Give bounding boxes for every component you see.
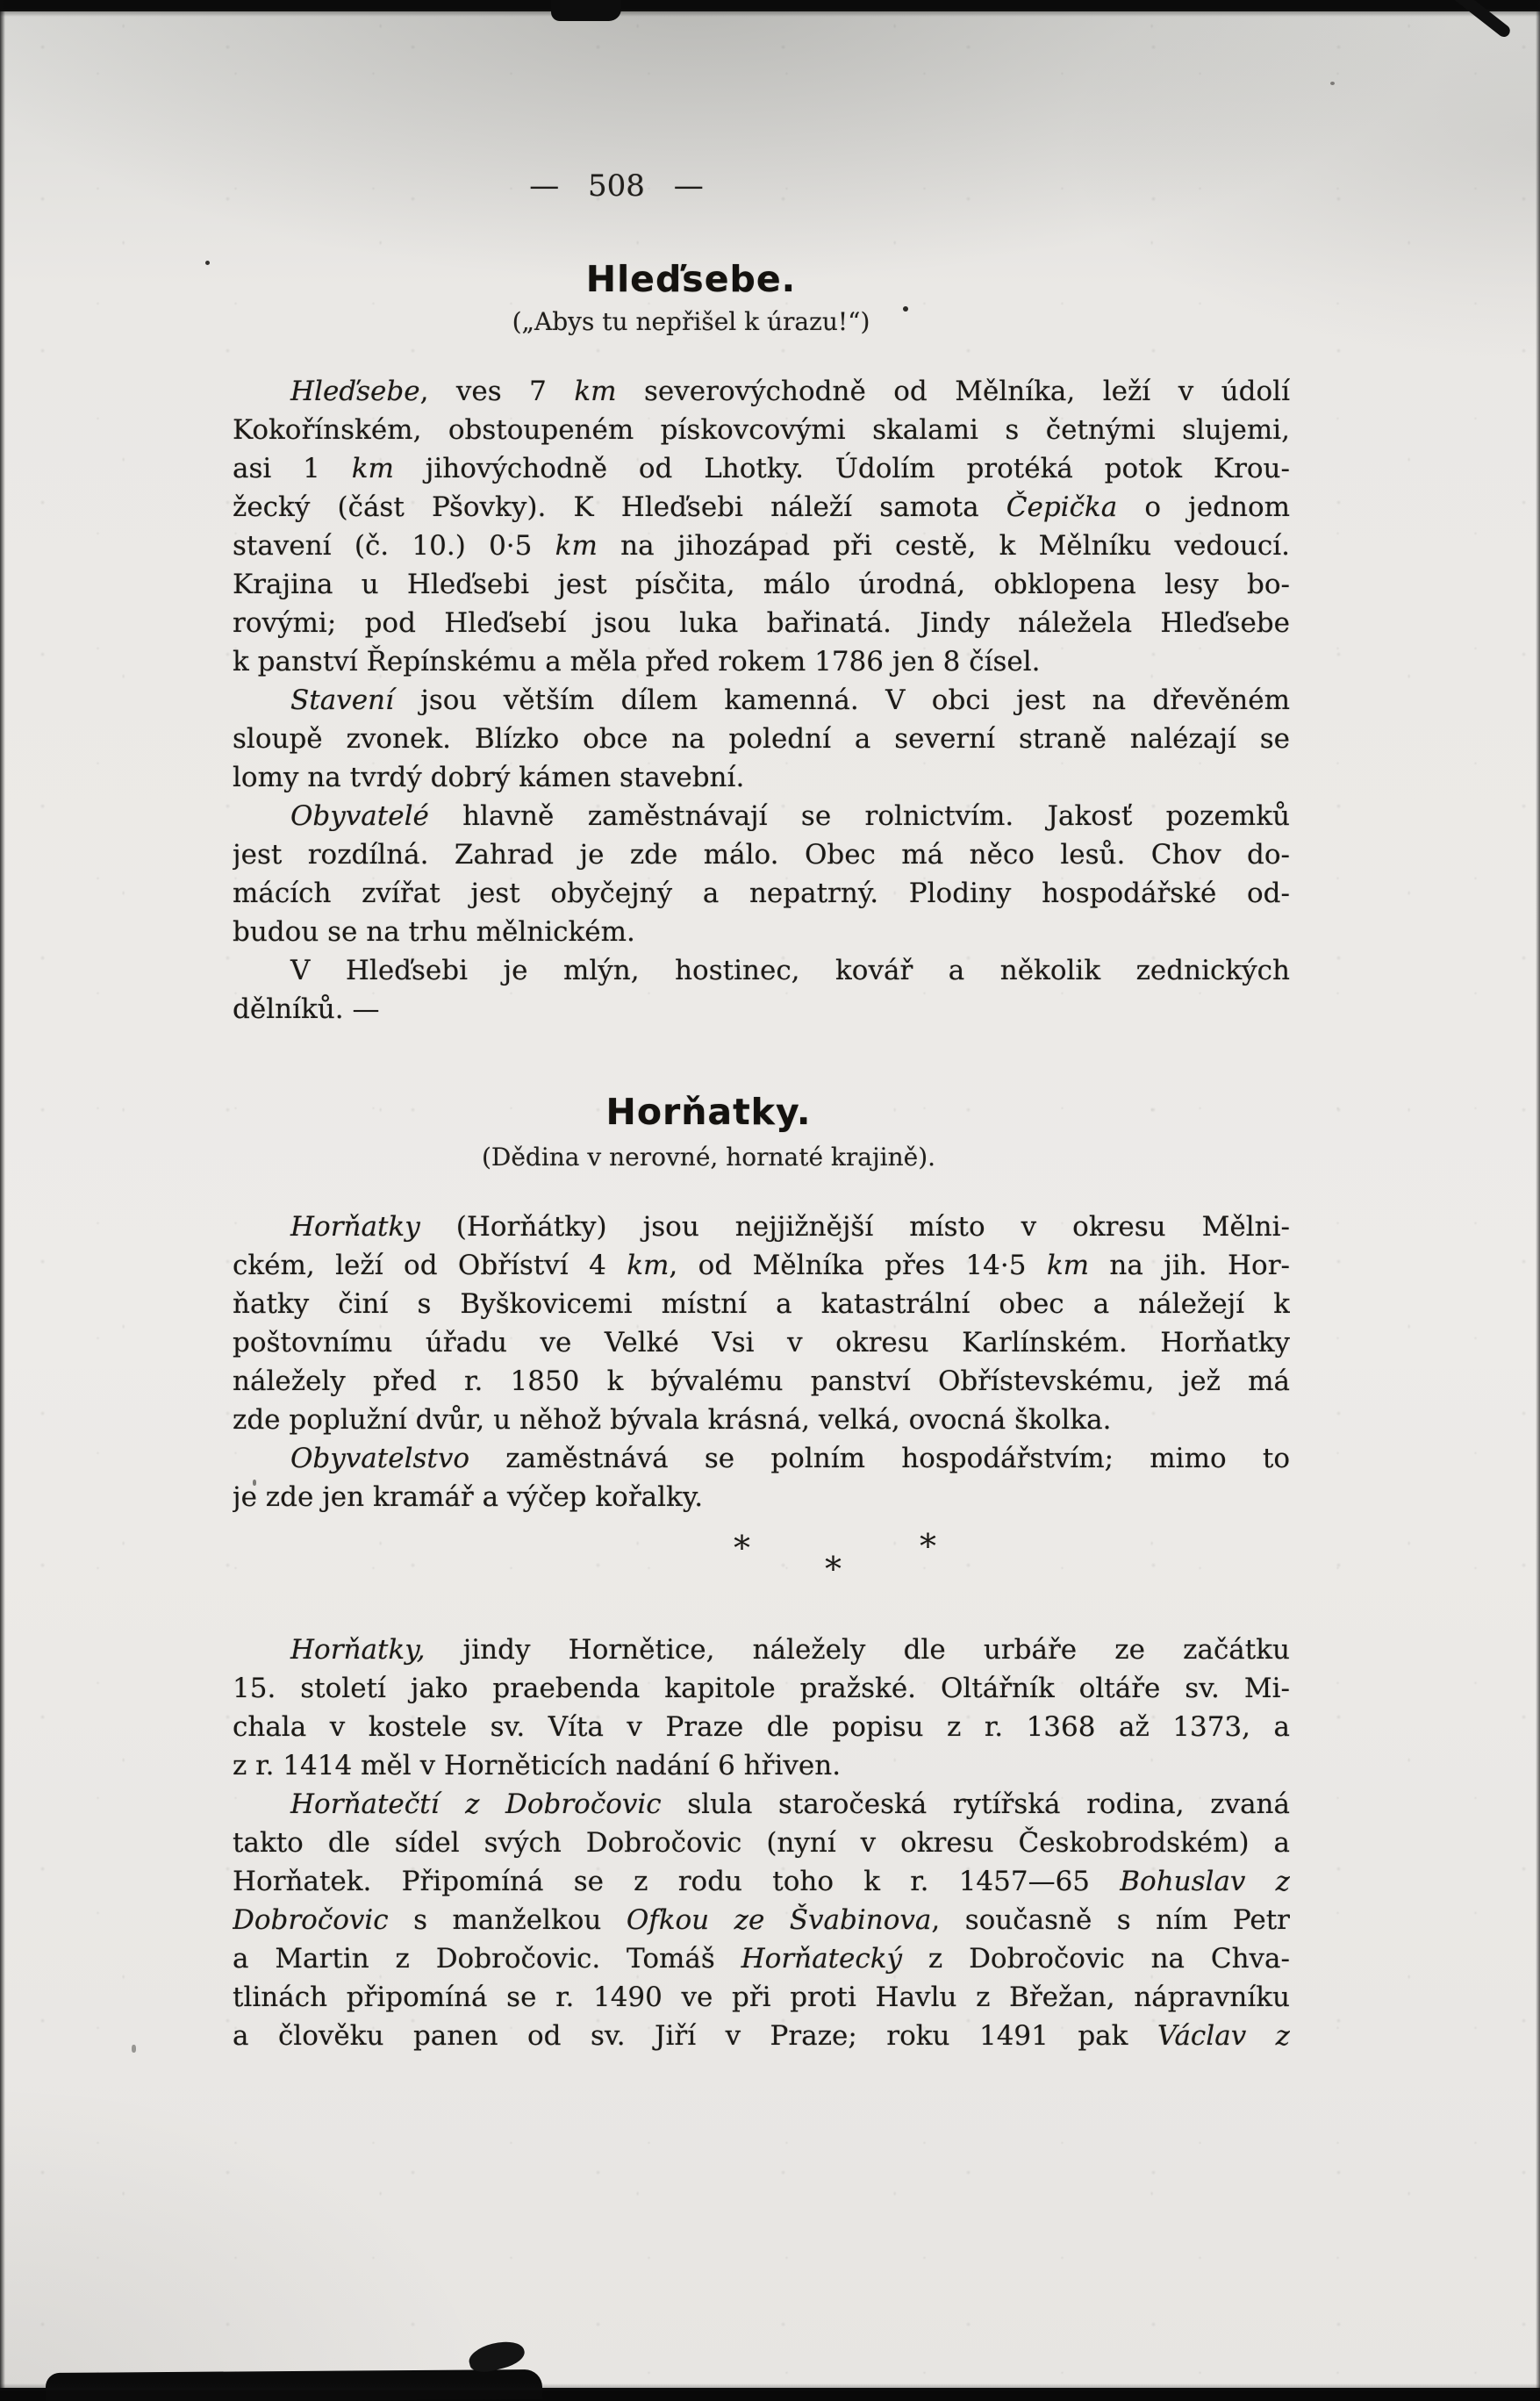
text-segment: k panství Řepínskému a měla před rokem 1786 jen 8 čísel. [233, 646, 1041, 677]
text-segment-italic: km [555, 530, 598, 562]
section-heading-hornatky: Horňatky. [605, 1091, 812, 1133]
text-segment: chala v kostele sv. Víta v Praze dle popisu z r. 1368 až 1373, a [233, 1711, 1290, 1743]
section-text-hornatky-history [233, 1631, 1290, 2055]
text-segment: , současně s ním Petr [931, 1904, 1290, 1936]
text-line [233, 642, 1290, 681]
text-line [233, 565, 1290, 604]
text-segment: slula staročeská rytířská rodina, zvaná [661, 1788, 1290, 1820]
text-line [233, 1746, 1290, 1785]
text-segment: a Martin z Dobročovic. Tomáš [233, 1943, 741, 1975]
text-segment: jest rozdílná. Zahrad je zde málo. Obec má něco lesů. Chov do- [233, 839, 1290, 871]
text-segment-italic: km [574, 376, 617, 407]
text-line [233, 1978, 1290, 2017]
text-segment: severovýchodně od Mělníka, leží v údolí [616, 376, 1290, 407]
text-segment-italic: Horňatecký [741, 1943, 903, 1975]
scan-edge-left [0, 0, 5, 2401]
text-line [233, 758, 1290, 797]
text-segment: dělníků. — [233, 993, 380, 1025]
text-segment: s manželkou [388, 1904, 627, 1936]
scan-edge-top-shadow [0, 10, 1540, 17]
text-segment-italic: Bohuslav z [1120, 1866, 1290, 1897]
text-line [233, 604, 1290, 642]
text-segment: o jednom [1117, 491, 1290, 523]
text-line [233, 1824, 1290, 1862]
text-segment: na jih. Hor- [1089, 1250, 1290, 1281]
text-segment: tlinách připomíná se r. 1490 ve při proti Havlu z Břežan, nápravníku [233, 1982, 1290, 2013]
text-segment: 15. století jako praebenda kapitole pražské. Oltářník oltáře sv. Mi- [233, 1673, 1290, 1704]
text-segment-italic: Hleďsebe [290, 376, 420, 407]
text-segment: je zde jen kramář a výčep kořalky. [233, 1481, 704, 1513]
scan-edge-right [1536, 0, 1540, 2401]
text-segment: ňatky činí s Byškovicemi místní a katastrální obec a náležejí k [233, 1288, 1290, 1320]
text-segment: V Hleďsebi je mlýn, hostinec, kovář a několik zednických [290, 955, 1290, 986]
text-segment: ckém, leží od Obříství 4 [233, 1250, 627, 1281]
text-line [233, 527, 1290, 565]
text-segment: sloupě zvonek. Blízko obce na polední a severní straně nalézají se [233, 723, 1290, 755]
text-line [233, 1862, 1290, 1901]
text-line [233, 1362, 1290, 1401]
text-line [233, 1401, 1290, 1439]
text-segment: takto dle sídel svých Dobročovic (nyní v okresu Českobrodském) a [233, 1827, 1290, 1859]
text-segment: , od Mělníka přes 14·5 [669, 1250, 1047, 1281]
text-line [233, 449, 1290, 488]
text-segment: rovými; pod Hleďsebí jsou luka bařinatá. Jindy náležela Hleďsebe [233, 607, 1290, 639]
text-segment-italic: Horňatky, [290, 1634, 426, 1666]
text-line [233, 913, 1290, 951]
page-number: — 508 — [529, 168, 704, 204]
text-segment: poštovnímu úřadu ve Velké Vsi v okresu Karlínském. Horňatky [233, 1327, 1290, 1358]
text-segment: náležely před r. 1850 k bývalému panství Obřístevskému, jež má [233, 1365, 1290, 1397]
text-segment: , ves 7 [419, 376, 575, 407]
text-line [233, 951, 1290, 990]
text-segment-italic: Dobročovic [233, 1904, 389, 1936]
text-segment: asi 1 [233, 453, 352, 484]
text-segment-italic: Ofkou ze Švabinova [626, 1904, 932, 1936]
text-line [233, 1939, 1290, 1978]
text-segment-italic: km [627, 1250, 670, 1281]
text-line [233, 874, 1290, 913]
divider-asterisk: * [825, 1550, 842, 1588]
text-line [233, 835, 1290, 874]
text-segment: lomy na tvrdý dobrý kámen stavební. [233, 762, 745, 793]
text-segment: mácích zvířat jest obyčejný a nepatrný. Plodiny hospodářské od- [233, 878, 1290, 909]
text-line [233, 1439, 1290, 1478]
text-segment: žecký (část Pšovky). K Hleďsebi náleží samota [233, 491, 1006, 523]
text-line [233, 1285, 1290, 1323]
divider-asterisk: * [920, 1527, 936, 1566]
text-segment-italic: km [351, 453, 394, 484]
text-line [233, 2017, 1290, 2055]
text-line [233, 1901, 1290, 1939]
text-line [233, 1208, 1290, 1246]
text-segment-italic: km [1046, 1250, 1090, 1281]
text-line [233, 681, 1290, 720]
text-line [233, 1631, 1290, 1669]
text-line [233, 411, 1290, 449]
section-heading-hledsebe: Hleďsebe. [585, 258, 797, 300]
scan-edge-bottom-shadow [0, 2383, 1540, 2390]
text-segment: (Horňátky) jsou nejjižnější místo v okresu Mělni- [419, 1211, 1290, 1243]
section-text-hledsebe [233, 372, 1290, 1028]
text-segment: a člověku panen od sv. Jiří v Praze; roku 1491 pak [233, 2020, 1157, 2052]
text-line [233, 990, 1290, 1028]
text-line [233, 1246, 1290, 1285]
text-segment: na jihozápad při cestě, k Mělníku vedoucí. [597, 530, 1290, 562]
text-segment: hlavně zaměstnávají se rolnictvím. Jakosť pozemků [428, 800, 1290, 832]
section-subtitle-hornatky: (Dědina v nerovné, hornaté krajině). [481, 1143, 936, 1172]
text-segment-italic: Stavení [290, 684, 394, 716]
text-segment-italic: Václav z [1157, 2020, 1290, 2052]
paper-speck [132, 2045, 136, 2053]
text-segment: stavení (č. 10.) 0·5 [233, 530, 555, 562]
text-segment-italic: Horňatky [290, 1211, 420, 1243]
paper-speck [1330, 82, 1335, 85]
text-line [233, 488, 1290, 527]
text-segment: budou se na trhu mělnickém. [233, 916, 635, 948]
text-line [233, 1785, 1290, 1824]
text-line [233, 797, 1290, 835]
text-segment-italic: Horňatečtí z Dobročovic [290, 1788, 662, 1820]
text-segment: z r. 1414 měl v Horněticích nadání 6 hřiven. [233, 1750, 842, 1781]
text-segment: jsou větším dílem kamenná. V obci jest na dřevěném [393, 684, 1290, 716]
divider-asterisk: * [734, 1529, 750, 1567]
text-line [233, 1669, 1290, 1708]
text-segment: Kokořínském, obstoupeném pískovcovými skalami s četnými slujemi, [233, 414, 1290, 446]
text-segment-italic: Čepička [1006, 491, 1118, 523]
text-line [233, 1323, 1290, 1362]
text-line [233, 1708, 1290, 1746]
section-text-hornatky [233, 1208, 1290, 1516]
scan-edge-top-notch [551, 0, 621, 21]
text-line [233, 1478, 1290, 1516]
text-segment-italic: Obyvatelé [290, 800, 429, 832]
text-segment: zde poplužní dvůr, u něhož bývala krásná, velká, ovocná školka. [233, 1404, 1112, 1436]
text-line [233, 372, 1290, 411]
text-line [233, 720, 1290, 758]
text-segment: Krajina u Hleďsebi jest písčita, málo úrodná, obklopena lesy bo- [233, 569, 1290, 600]
section-subtitle-hledsebe: („Abys tu nepřišel k úrazu!“) [512, 307, 870, 336]
text-segment: jindy Hornětice, náležely dle urbáře ze začátku [425, 1634, 1290, 1666]
text-segment: zaměstnává se polním hospodářstvím; mimo to [469, 1443, 1290, 1474]
text-segment: z Dobročovic na Chva- [902, 1943, 1290, 1975]
text-segment: jihovýchodně od Lhotky. Údolím protéká potok Krou- [393, 453, 1290, 484]
text-segment-italic: Obyvatelstvo [290, 1443, 470, 1474]
text-segment: Horňatek. Připomíná se z rodu toho k r. 1457—65 [233, 1866, 1121, 1897]
